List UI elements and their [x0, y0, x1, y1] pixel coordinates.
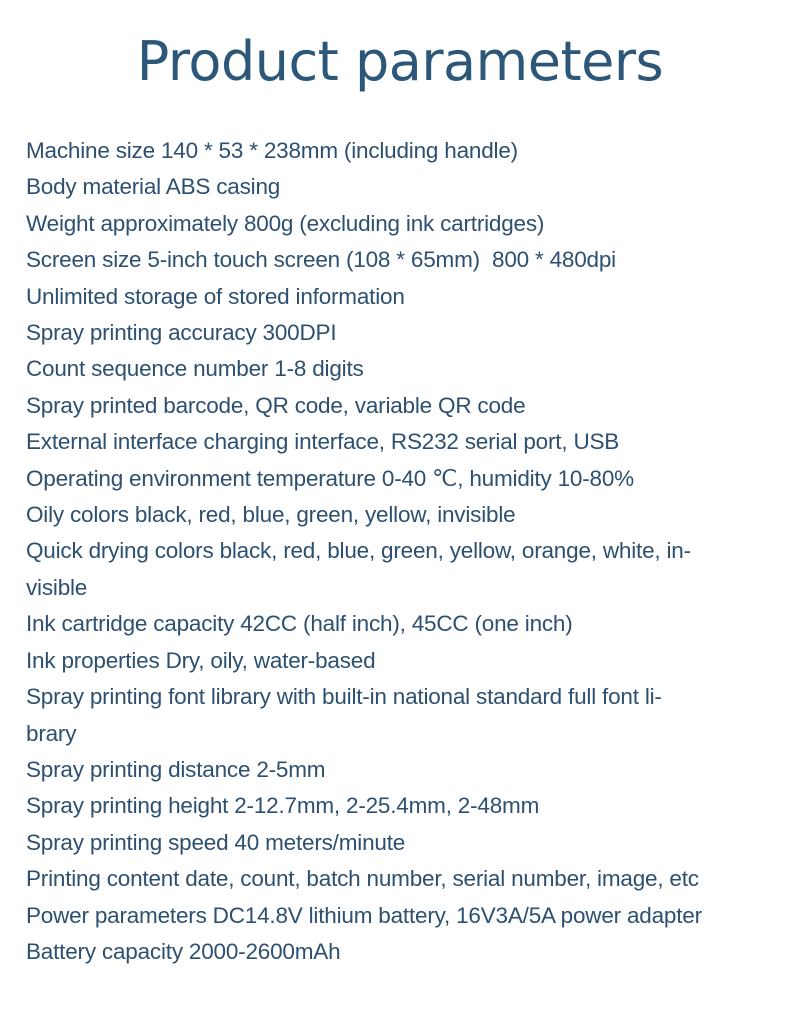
- parameter-line: External interface charging interface, RS232 serial port, USB: [26, 429, 620, 455]
- parameter-line: visible: [26, 574, 88, 600]
- parameter-line: Machine size 140 * 53 * 238mm (including handle): [26, 138, 518, 163]
- parameter-line: Battery capacity 2000-2600mAh: [26, 938, 341, 964]
- parameter-line: Ink properties Dry, oily, water-based: [26, 647, 376, 673]
- parameter-line: Operating environment temperature 0-40 ℃, humidity 10-80%: [26, 465, 634, 491]
- parameter-line: Quick drying colors black, red, blue, green, yellow, orange, white, in-: [26, 538, 691, 564]
- parameter-line: Spray printing speed 40 meters/minute: [26, 829, 406, 855]
- parameter-list: [26, 133, 778, 970]
- parameter-line: Power parameters DC14.8V lithium battery, 16V3A/5A power adapter: [26, 902, 702, 928]
- parameter-line: Spray printed barcode, QR code, variable QR code: [26, 392, 526, 418]
- parameter-line: Weight approximately 800g (excluding ink cartridges): [26, 210, 545, 236]
- parameter-line: brary: [26, 720, 77, 746]
- parameter-line: Spray printing font library with built-in national standard full font li-: [26, 684, 662, 710]
- parameter-line: Spray printing height 2-12.7mm, 2-25.4mm, 2-48mm: [26, 793, 540, 819]
- parameter-line: Ink cartridge capacity 42CC (half inch), 45CC (one inch): [26, 611, 573, 637]
- parameter-line: Screen size 5-inch touch screen (108 * 65mm) 800 * 480dpi: [26, 247, 616, 273]
- parameter-line: Unlimited storage of stored information: [26, 283, 405, 309]
- parameter-line: Printing content date, count, batch number, serial number, image, etc: [26, 866, 699, 892]
- parameter-line: Body material ABS casing: [26, 174, 281, 200]
- parameter-line: Oily colors black, red, blue, green, yellow, invisible: [26, 502, 516, 528]
- page-title: Product parameters: [136, 30, 664, 93]
- parameter-line: Spray printing accuracy 300DPI: [26, 320, 337, 346]
- parameter-line: Count sequence number 1-8 digits: [26, 356, 364, 382]
- parameter-line: Spray printing distance 2-5mm: [26, 756, 326, 782]
